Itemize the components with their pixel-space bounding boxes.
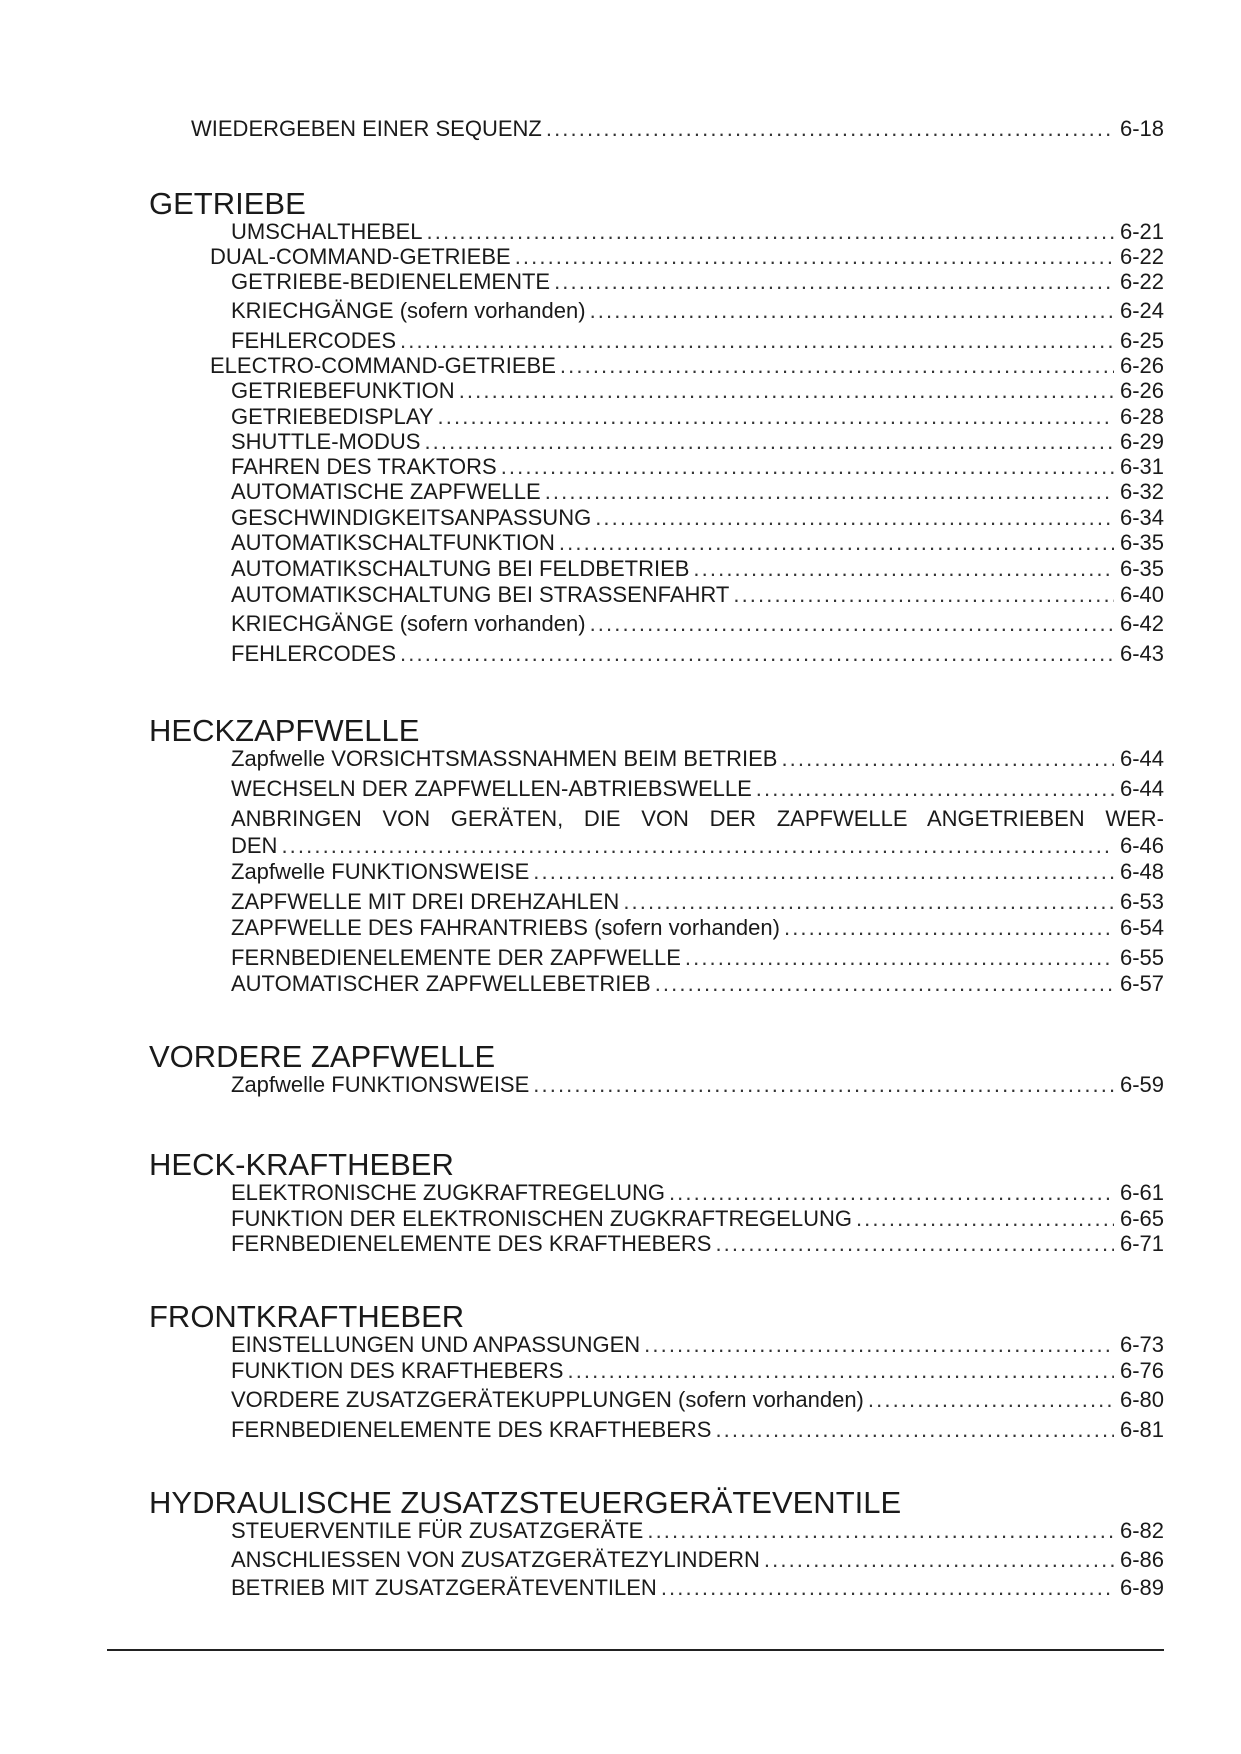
dot-leader [784, 915, 1114, 941]
section-heading: GETRIEBE [149, 186, 306, 221]
toc-entry[interactable] [231, 378, 1164, 404]
dot-leader [733, 582, 1114, 608]
section-heading: HECKZAPFWELLE [149, 713, 420, 748]
toc-entry-title: BETRIEB MIT ZUSATZGERÄTEVENTILEN [231, 1575, 657, 1600]
toc-entry-page: 6-59 [1119, 1072, 1164, 1097]
dot-leader [501, 454, 1114, 480]
toc-entry-page: 6-89 [1119, 1575, 1164, 1600]
toc-entry[interactable] [231, 859, 1164, 885]
toc-entry-page: 6-18 [1119, 116, 1164, 141]
toc-entry-title: GETRIEBE-BEDIENELEMENTE [231, 269, 551, 294]
dot-leader [661, 1575, 1114, 1601]
toc-entry[interactable] [231, 1387, 1164, 1413]
toc-entry[interactable] [231, 915, 1164, 941]
dot-leader [693, 556, 1114, 582]
toc-entry-title: VORDERE ZUSATZGERÄTEKUPPLUNGEN (sofern vorhanden) [231, 1387, 864, 1412]
section-heading: HYDRAULISCHE ZUSATZSTEUERGERÄTEVENTILE [149, 1485, 902, 1520]
toc-entry-title: ZAPFWELLE DES FAHRANTRIEBS (sofern vorhanden) [231, 915, 780, 940]
toc-entry[interactable] [231, 479, 1164, 505]
toc-entry[interactable] [231, 1417, 1164, 1443]
toc-entry-page: 6-61 [1119, 1180, 1164, 1205]
toc-entry-title: FAHREN DES TRAKTORS [231, 454, 497, 479]
toc-entry-title: FUNKTION DES KRAFTHEBERS [231, 1358, 564, 1383]
toc-entry[interactable] [231, 1332, 1164, 1358]
toc-entry-title: ELEKTRONISCHE ZUGKRAFTREGELUNG [231, 1180, 665, 1205]
toc-entry-title: WIEDERGEBEN EINER SEQUENZ [191, 116, 542, 141]
dot-leader [595, 505, 1114, 531]
toc-entry-page: 6-24 [1119, 298, 1164, 323]
toc-entry-title: DUAL-COMMAND-GETRIEBE [210, 244, 511, 269]
toc-entry-page: 6-34 [1119, 505, 1164, 530]
toc-entry-page: 6-44 [1119, 746, 1164, 771]
dot-leader [623, 889, 1114, 915]
section-heading: FRONTKRAFTHEBER [149, 1299, 465, 1334]
toc-entry[interactable] [231, 1575, 1164, 1601]
toc-entry-page: 6-26 [1119, 353, 1164, 378]
toc-entry-title: FERNBEDIENELEMENTE DER ZAPFWELLE [231, 945, 681, 970]
toc-entry-page: 6-28 [1119, 404, 1164, 429]
toc-entry-title: Zapfwelle FUNKTIONSWEISE [231, 859, 530, 884]
dot-leader [459, 378, 1114, 404]
dot-leader [438, 404, 1114, 430]
dot-leader [400, 641, 1114, 667]
toc-entry-title: DEN [231, 833, 278, 858]
dot-leader [559, 530, 1114, 556]
toc-entry-title: STEUERVENTILE FÜR ZUSATZGERÄTE [231, 1518, 644, 1543]
footer-rule [107, 1649, 1164, 1651]
toc-entry-page: 6-21 [1119, 219, 1164, 244]
dot-leader [427, 219, 1114, 245]
dot-leader [715, 1231, 1114, 1257]
dot-leader [685, 945, 1114, 971]
toc-entry-page: 6-35 [1119, 530, 1164, 555]
toc-entry-page: 6-55 [1119, 945, 1164, 970]
dot-leader [655, 971, 1114, 997]
toc-entry[interactable] [231, 1206, 1164, 1232]
toc-entry-title: FUNKTION DER ELEKTRONISCHEN ZUGKRAFTREGELUNG [231, 1206, 852, 1231]
toc-entry[interactable] [231, 556, 1164, 582]
dot-leader [533, 1072, 1114, 1098]
dot-leader [669, 1180, 1114, 1206]
toc-entry-title: AUTOMATISCHER ZAPFWELLEBETRIEB [231, 971, 651, 996]
toc-entry[interactable] [231, 269, 1164, 295]
toc-entry-page: 6-32 [1119, 479, 1164, 504]
toc-entry-title: GETRIEBEFUNKTION [231, 378, 455, 403]
toc-entry[interactable] [231, 1358, 1164, 1384]
dot-leader [756, 776, 1114, 802]
dot-leader [644, 1332, 1114, 1358]
dot-leader [764, 1547, 1114, 1573]
toc-entry-title-line: ANBRINGEN VON GERÄTEN, DIE VON DER ZAPFWELLE ANGETRIEBEN WER- [231, 806, 1164, 831]
dot-leader [868, 1387, 1114, 1413]
toc-entry-page: 6-81 [1119, 1417, 1164, 1442]
toc-entry-page: 6-80 [1119, 1387, 1164, 1412]
dot-leader [647, 1518, 1114, 1544]
toc-entry[interactable] [231, 328, 1164, 354]
toc-entry-page: 6-42 [1119, 611, 1164, 636]
toc-entry-title: GETRIEBEDISPLAY [231, 404, 434, 429]
toc-entry-title: AUTOMATISCHE ZAPFWELLE [231, 479, 541, 504]
toc-entry-page: 6-82 [1119, 1518, 1164, 1543]
toc-entry-title: EINSTELLUNGEN UND ANPASSUNGEN [231, 1332, 641, 1357]
toc-entry-page: 6-76 [1119, 1358, 1164, 1383]
toc-entry-page: 6-25 [1119, 328, 1164, 353]
toc-entry[interactable] [231, 833, 1164, 859]
toc-entry[interactable] [231, 404, 1164, 430]
toc-entry[interactable] [231, 641, 1164, 667]
dot-leader [560, 353, 1114, 379]
section-heading: HECK-KRAFTHEBER [149, 1147, 454, 1182]
toc-entry-page: 6-29 [1119, 429, 1164, 454]
dot-leader [590, 611, 1114, 637]
toc-entry[interactable] [231, 454, 1164, 480]
toc-entry[interactable] [231, 1547, 1164, 1573]
toc-entry[interactable] [231, 971, 1164, 997]
toc-entry-page: 6-22 [1119, 244, 1164, 269]
dot-leader [856, 1206, 1114, 1232]
toc-entry[interactable] [210, 353, 1164, 379]
toc-entry[interactable] [191, 116, 1164, 142]
toc-entry[interactable] [231, 1231, 1164, 1257]
toc-entry-page: 6-53 [1119, 889, 1164, 914]
toc-entry[interactable] [231, 1180, 1164, 1206]
toc-entry-title: ZAPFWELLE MIT DREI DREHZAHLEN [231, 889, 620, 914]
dot-leader [533, 859, 1114, 885]
dot-leader [781, 746, 1114, 772]
toc-entry-page: 6-40 [1119, 582, 1164, 607]
toc-entry[interactable] [231, 889, 1164, 915]
toc-entry-page: 6-22 [1119, 269, 1164, 294]
toc-entry[interactable] [210, 244, 1164, 270]
toc-entry[interactable] [231, 945, 1164, 971]
toc-entry-page: 6-44 [1119, 776, 1164, 801]
toc-entry[interactable] [231, 219, 1164, 245]
toc-entry[interactable] [231, 776, 1164, 802]
dot-leader [715, 1417, 1114, 1443]
section-heading: VORDERE ZAPFWELLE [149, 1039, 496, 1074]
toc-entry[interactable] [231, 530, 1164, 556]
dot-leader [424, 429, 1114, 455]
toc-entry-page: 6-86 [1119, 1547, 1164, 1572]
toc-entry-title: WECHSELN DER ZAPFWELLEN-ABTRIEBSWELLE [231, 776, 752, 801]
toc-entry-title: SHUTTLE-MODUS [231, 429, 421, 454]
toc-entry-page: 6-31 [1119, 454, 1164, 479]
toc-entry-page: 6-73 [1119, 1332, 1164, 1357]
toc-entry[interactable] [231, 746, 1164, 772]
toc-entry[interactable] [231, 582, 1164, 608]
toc-entry-title: ANSCHLIESSEN VON ZUSATZGERÄTEZYLINDERN [231, 1547, 760, 1572]
toc-entry-page: 6-35 [1119, 556, 1164, 581]
dot-leader [554, 269, 1114, 295]
toc-entry[interactable] [231, 429, 1164, 455]
toc-entry-title: FERNBEDIENELEMENTE DES KRAFTHEBERS [231, 1417, 712, 1442]
dot-leader [567, 1358, 1113, 1384]
dot-leader [400, 328, 1114, 354]
toc-entry-title: AUTOMATIKSCHALTFUNKTION [231, 530, 555, 555]
toc-entry-title: KRIECHGÄNGE (sofern vorhanden) [231, 298, 586, 323]
toc-entry[interactable] [231, 298, 1164, 324]
dot-leader [545, 479, 1114, 505]
toc-entry-title: KRIECHGÄNGE (sofern vorhanden) [231, 611, 586, 636]
toc-entry-title: FERNBEDIENELEMENTE DES KRAFTHEBERS [231, 1231, 712, 1256]
toc-entry-title: FEHLERCODES [231, 328, 397, 353]
toc-entry-page: 6-26 [1119, 378, 1164, 403]
toc-entry-title: ELECTRO-COMMAND-GETRIEBE [210, 353, 556, 378]
toc-entry-page: 6-65 [1119, 1206, 1164, 1231]
dot-leader [546, 116, 1114, 142]
toc-entry[interactable] [231, 505, 1164, 531]
dot-leader [590, 298, 1114, 324]
toc-entry-page: 6-54 [1119, 915, 1164, 940]
toc-entry-page: 6-43 [1119, 641, 1164, 666]
toc-entry[interactable] [231, 1518, 1164, 1544]
toc-entry-page: 6-46 [1119, 833, 1164, 858]
toc-entry-title: FEHLERCODES [231, 641, 397, 666]
toc-entry-title: AUTOMATIKSCHALTUNG BEI STRASSENFAHRT [231, 582, 730, 607]
toc-entry-page: 6-57 [1119, 971, 1164, 996]
dot-leader [515, 244, 1114, 270]
toc-entry[interactable] [231, 611, 1164, 637]
toc-entry-title: AUTOMATIKSCHALTUNG BEI FELDBETRIEB [231, 556, 690, 581]
toc-entry-title: GESCHWINDIGKEITSANPASSUNG [231, 505, 592, 530]
toc-entry-title: Zapfwelle FUNKTIONSWEISE [231, 1072, 530, 1097]
toc-entry-title: UMSCHALTHEBEL [231, 219, 423, 244]
dot-leader [281, 833, 1114, 859]
toc-entry-title: Zapfwelle VORSICHTSMASSNAHMEN BEIM BETRIEB [231, 746, 778, 771]
toc-entry-page: 6-48 [1119, 859, 1164, 884]
toc-entry-page: 6-71 [1119, 1231, 1164, 1256]
toc-entry[interactable] [231, 1072, 1164, 1098]
